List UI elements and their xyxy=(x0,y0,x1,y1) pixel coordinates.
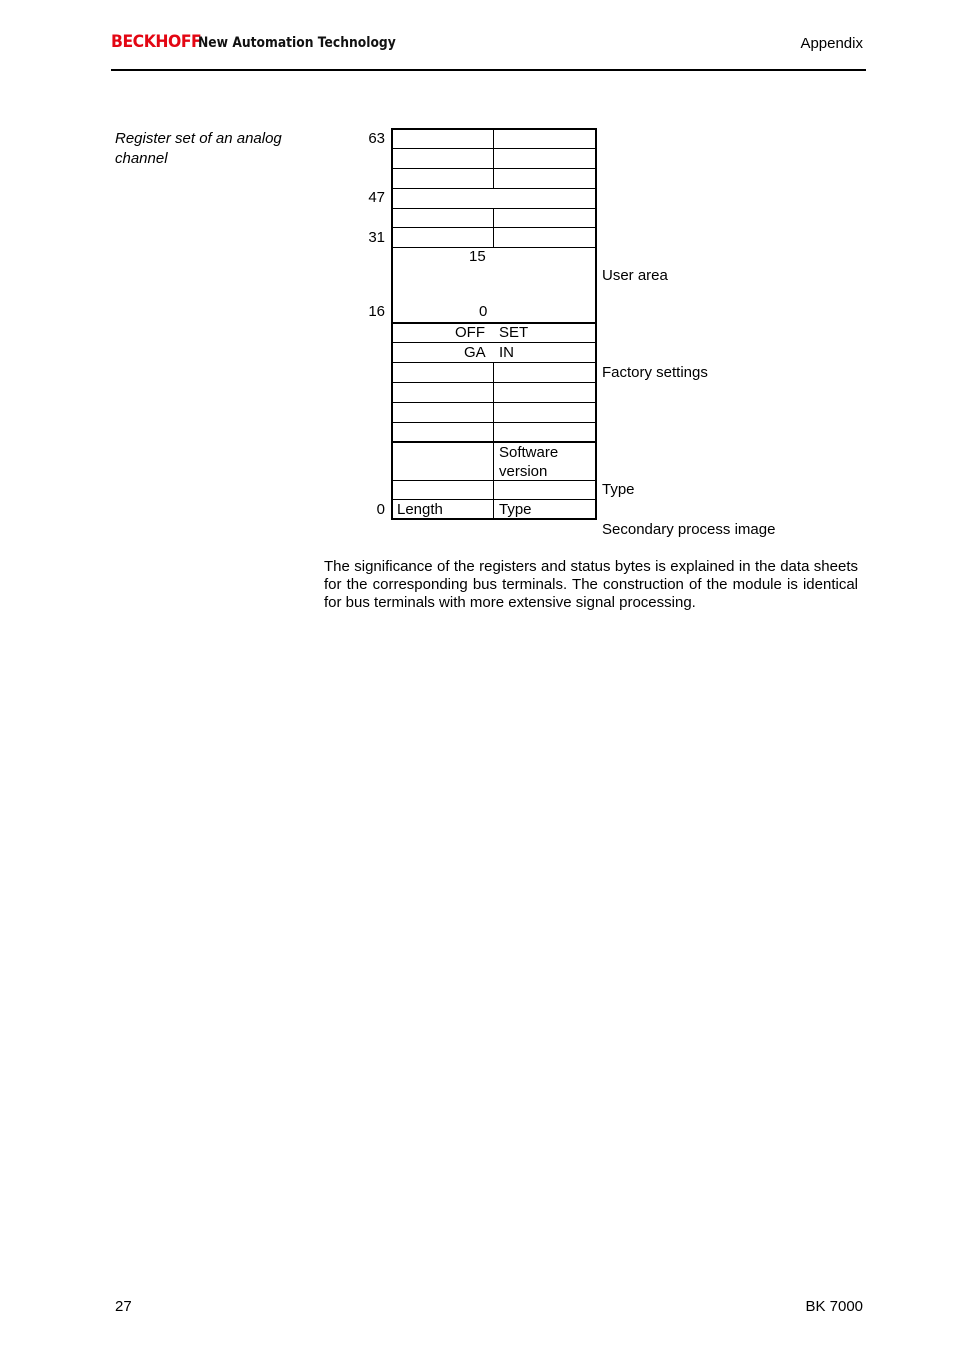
factory-settings-label: Factory settings xyxy=(602,364,708,381)
row-line xyxy=(391,148,597,149)
row-line xyxy=(391,480,597,481)
user-area-bit-high: 15 xyxy=(469,248,486,265)
row-line xyxy=(391,168,597,169)
bit-label-16: 16 xyxy=(368,303,385,320)
offset-label-left: OFF xyxy=(455,324,485,341)
gain-label-left: GA xyxy=(464,344,486,361)
register-table xyxy=(391,128,597,520)
row-line xyxy=(391,402,597,403)
figure-caption: Register set of an analog channel xyxy=(115,130,282,167)
row-line xyxy=(391,362,597,363)
header-divider xyxy=(111,69,866,71)
secondary-process-image-label: Secondary process image xyxy=(602,521,776,538)
bit-label-0: 0 xyxy=(376,501,385,518)
row-line-thick xyxy=(391,441,597,443)
body-paragraph: The significance of the registers and status bytes is explained in the data sheets for the corresponding bus terminals. The construction of the module is identical for bus terminals with more extensive signal processing. xyxy=(324,558,858,611)
bit-label-47: 47 xyxy=(368,189,385,206)
row-line xyxy=(391,382,597,383)
software-version-line-2: version xyxy=(499,463,548,480)
row-line xyxy=(391,227,597,228)
page-number: 27 xyxy=(115,1298,132,1315)
row-line-thick xyxy=(391,322,597,324)
gain-label-right: IN xyxy=(499,344,514,361)
table-border-right xyxy=(595,128,597,520)
type-cell: Type xyxy=(499,501,532,518)
row-line xyxy=(391,499,597,500)
col-divider xyxy=(493,362,494,518)
type-label: Type xyxy=(602,481,635,498)
bit-label-63: 63 xyxy=(368,130,385,147)
bit-label-31: 31 xyxy=(368,229,385,246)
col-divider xyxy=(493,208,494,248)
row-line xyxy=(391,247,597,248)
software-version-line-1: Software xyxy=(499,444,559,461)
user-area-label: User area xyxy=(602,267,668,284)
table-border-top xyxy=(391,128,597,130)
row-line xyxy=(391,208,597,209)
brand-tagline: New Automation Technology xyxy=(198,35,396,51)
table-border-left xyxy=(391,128,393,520)
offset-label-right: SET xyxy=(499,324,529,341)
row-line xyxy=(391,342,597,343)
software-version-cell xyxy=(499,443,558,481)
section-title: Appendix xyxy=(800,35,863,52)
row-line xyxy=(391,188,597,189)
length-cell: Length xyxy=(397,501,443,518)
col-divider xyxy=(493,128,494,188)
user-area-bit-low: 0 xyxy=(479,303,488,320)
brand-logo: BECKHOFF xyxy=(111,32,202,52)
row-line xyxy=(391,422,597,423)
document-name: BK 7000 xyxy=(805,1298,863,1315)
